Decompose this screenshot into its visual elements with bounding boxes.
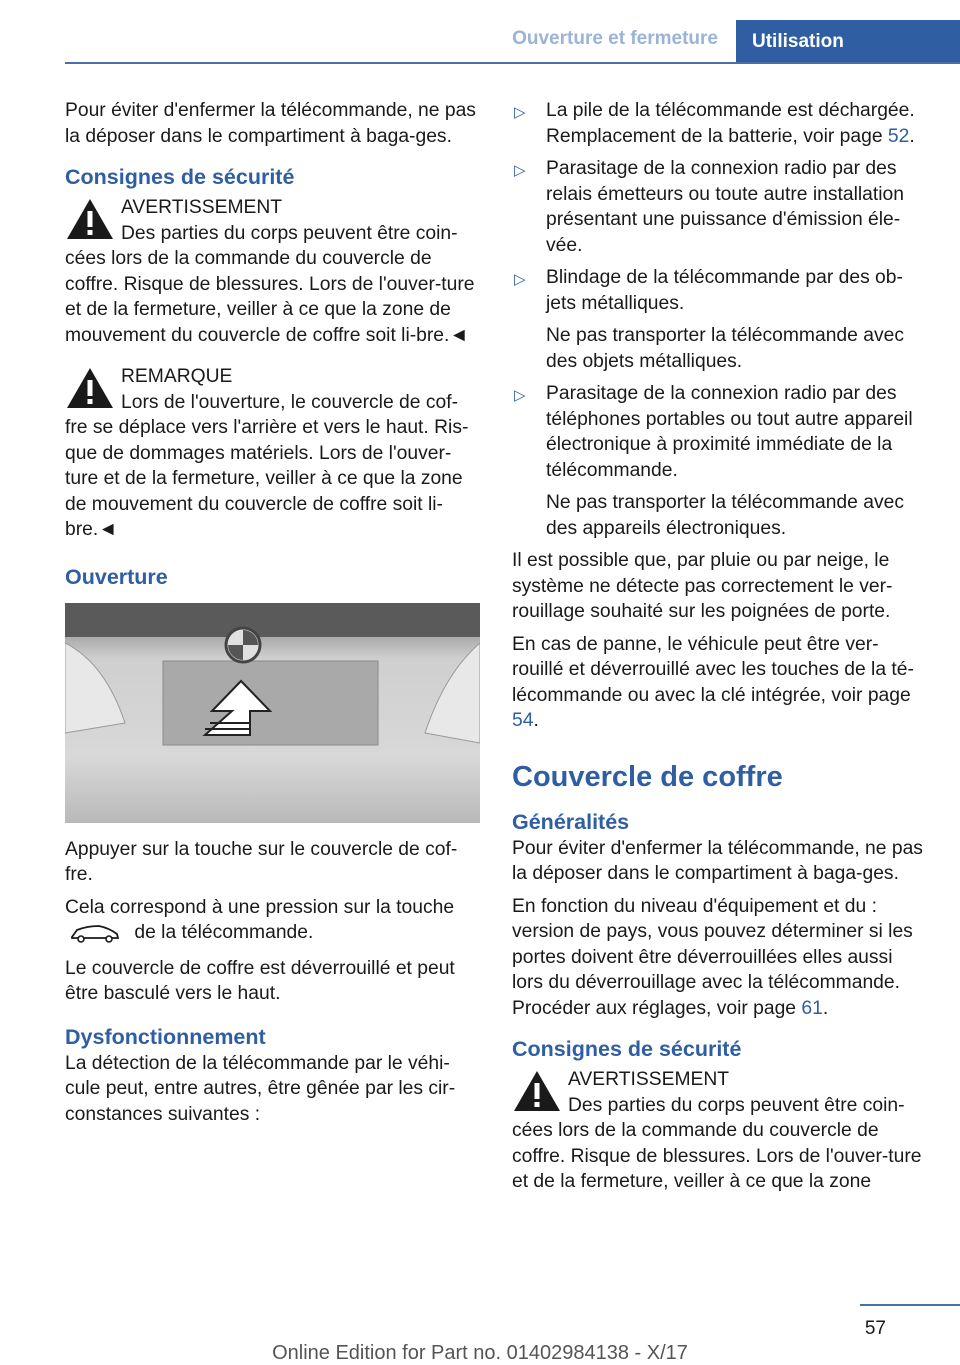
bullet-subtext: Ne pas transporter la télécommande avec des objets métalliques. <box>546 325 904 372</box>
warning-block-3 <box>512 1067 927 1195</box>
header-section-title: Ouverture et fermeture <box>512 28 718 49</box>
safety-heading-2: Consignes de sécurité <box>512 1037 742 1061</box>
malfunction-heading: Dysfonctionnement <box>65 1024 266 1049</box>
left-column <box>65 98 480 1134</box>
bullet-text: Parasitage de la connexion radio par des relais émetteurs ou toute autre installation présentant une puissance d'émission éle-vée. <box>546 158 904 256</box>
car-trunk-key-icon <box>69 922 121 944</box>
page-number: 57 <box>864 1318 886 1339</box>
bullet-text: La pile de la télécommande est déchargée. Remplacement de la batterie, voir page <box>546 100 915 147</box>
bullet-text: Parasitage de la connexion radio par des téléphones portables ou tout autre appareil électronique à proximité immédiate de la télécommande. <box>546 383 913 481</box>
press-paragraph: Appuyer sur la touche sur le couvercle de cof-fre. <box>65 838 458 885</box>
header-tab-utilisation: Utilisation <box>736 20 960 64</box>
page-link-52[interactable]: 52 <box>887 125 910 147</box>
corresponds-paragraph <box>65 895 480 946</box>
intro-paragraph: Pour éviter d'enfermer la télécommande, ne pas la déposer dans le compartiment à baga-ges. <box>65 100 476 147</box>
page-link-54[interactable]: 54 <box>512 710 534 731</box>
bullet-tail: . <box>909 125 915 147</box>
header-rule <box>65 62 960 64</box>
equipment-paragraph <box>512 894 927 1022</box>
corresponds-text: Cela correspond à une pression sur la touche <box>65 896 455 918</box>
general-paragraph: Pour éviter d'enfermer la télécommande, ne pas la déposer dans le compartiment à baga-ges. <box>512 837 923 884</box>
warning-block-1 <box>65 195 480 348</box>
remark-title: REMARQUE <box>121 366 233 387</box>
malfunction-paragraph: La détection de la télécommande par le véhi-cule peut, entre autres, être gênée par les cir-constances suivantes : <box>65 1052 456 1125</box>
unlocked-paragraph: Le couvercle de coffre est déverrouillé et peut être basculé vers le haut. <box>65 957 455 1004</box>
opening-heading: Ouverture <box>65 564 168 589</box>
edition-footer: Online Edition for Part no. 01402984138 - X/17 <box>272 1342 688 1364</box>
bullet-metal-shielding <box>512 265 927 374</box>
warning-block-2 <box>65 364 480 543</box>
rain-paragraph: Il est possible que, par pluie ou par neige, le système ne détecte pas correctement le ver-rouillage souhaité sur les poignées de porte. <box>512 550 893 622</box>
bullet-text: Blindage de la télécommande par des ob-jets métalliques. <box>546 267 903 314</box>
triangle-bullet-icon: ▷ <box>514 104 526 121</box>
equipment-tail: . <box>822 997 829 1019</box>
warning-text: Des parties du corps peuvent être coin-cées lors de la commande du couvercle de coffre. Risque de blessures. Lors de l'ouver-ture et de la fermeture, veiller à ce que la zone <box>512 1094 922 1192</box>
triangle-bullet-icon: ▷ <box>514 162 526 179</box>
bullet-battery <box>512 98 927 149</box>
bullet-subtext: Ne pas transporter la télécommande avec des appareils électroniques. <box>546 492 904 539</box>
triangle-bullet-icon: ▷ <box>514 387 526 404</box>
warning-triangle-icon <box>65 197 115 241</box>
trunk-button-photo <box>65 603 480 823</box>
general-heading: Généralités <box>512 809 630 834</box>
warning-title: AVERTISSEMENT <box>121 197 283 218</box>
remark-text: Lors de l'ouverture, le couvercle de cof-fre se déplace vers l'arrière et vers le haut. Ris-que de dommages matériels. Lors de l'ouver-ture et de la fermeture, veiller à ce que la zone de mouvement du couvercle de coffre soit li-bre.◄ <box>65 391 469 540</box>
warning-text: Des parties du corps peuvent être coin-cées lors de la commande du couvercle de coffre. Risque de blessures. Lors de l'ouver-ture et de la fermeture, veiller à ce que la zone de mouvement du couvercle de coffre soit li-bre.◄ <box>65 222 475 346</box>
trunk-lid-title: Couvercle de coffre <box>512 760 783 793</box>
failure-tail: . <box>533 710 539 731</box>
corresponds-post-text: de la télécommande. <box>134 922 314 943</box>
safety-heading: Consignes de sécurité <box>65 165 295 189</box>
triangle-bullet-icon: ▷ <box>514 271 526 288</box>
right-column <box>512 98 927 1205</box>
warning-triangle-icon <box>65 366 115 410</box>
warning-triangle-icon <box>512 1069 562 1113</box>
equipment-text: En fonction du niveau d'équipement et du : version de pays, vous pouvez déterminer si les portes doivent être déverrouillées elles aussi lors du déverrouillage avec la télécommande. Procéder aux réglages, voir page <box>512 895 913 1019</box>
failure-paragraph <box>512 632 927 734</box>
bullet-relay-interference <box>512 156 927 258</box>
bullet-phone-interference <box>512 381 927 541</box>
page-link-61[interactable]: 61 <box>801 997 823 1019</box>
failure-text: En cas de panne, le véhicule peut être ver-rouillé et déverrouillé avec les touches de la té-lécommande ou avec la clé intégrée, voir page <box>512 633 914 706</box>
footer-rule <box>860 1304 960 1306</box>
warning-title: AVERTISSEMENT <box>568 1069 730 1090</box>
